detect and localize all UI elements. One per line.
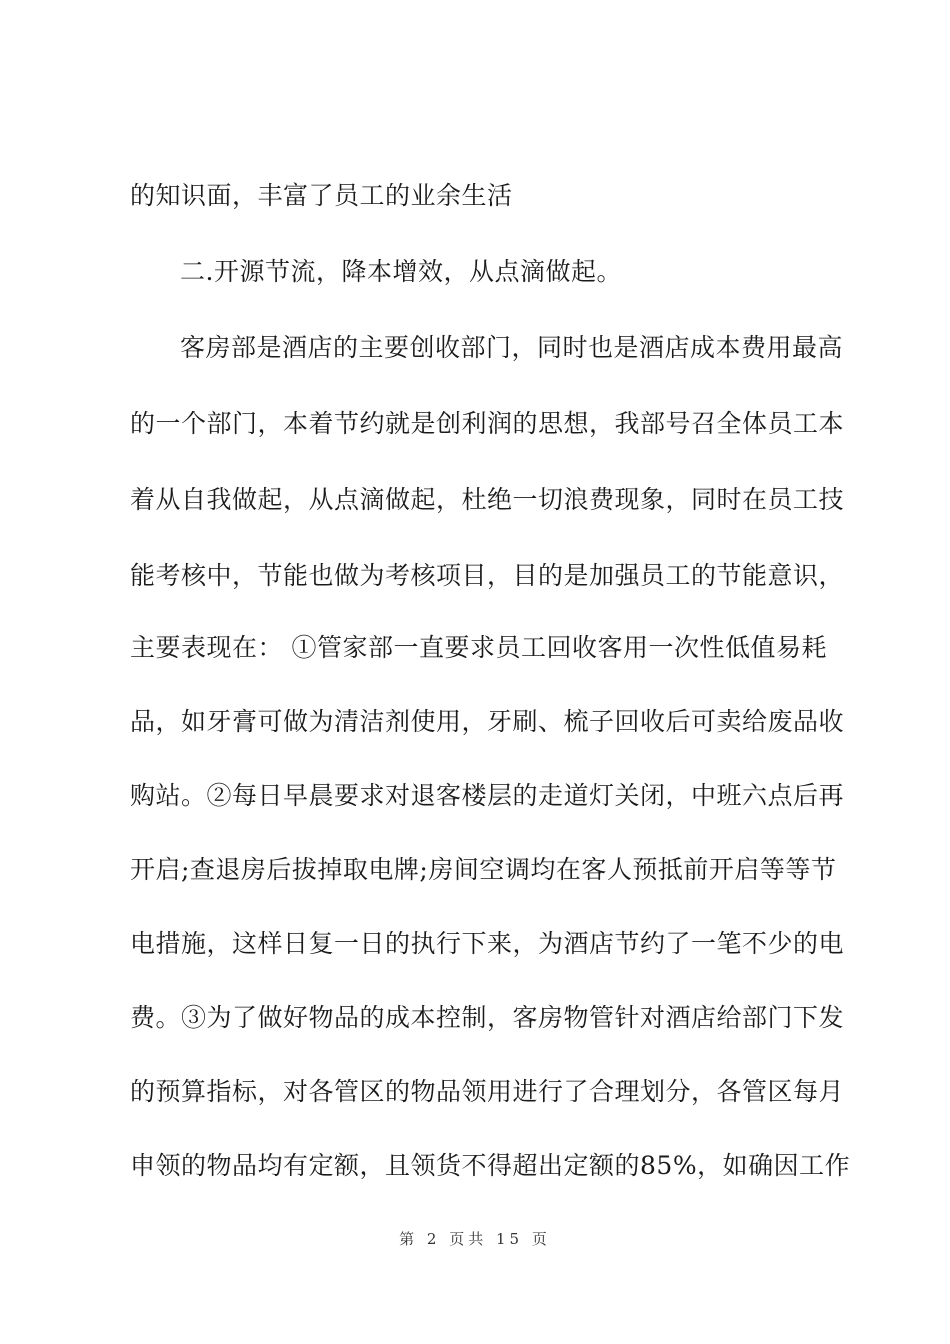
paragraph-line: 开启;查退房后拔掉取电牌;房间空调均在客人预抵前开启等等节 (130, 855, 837, 884)
paragraph-line: 着从自我做起，从点滴做起，杜绝一切浪费现象，同时在员工技 (130, 485, 845, 514)
paragraph-line: 购站。②每日早晨要求对退客楼层的走道灯关闭，中班六点后再 (130, 781, 845, 810)
paragraph-line: 电措施，这样日复一日的执行下来，为酒店节约了一笔不少的电 (130, 929, 845, 958)
paragraph-line: 的一个部门，本着节约就是创利润的思想，我部号召全体员工本 (130, 409, 845, 438)
paragraph-line: 主要表现在： ①管家部一直要求员工回收客用一次性低值易耗 (130, 633, 827, 662)
paragraph-line: 申领的物品均有定额，且领货不得超出定额的85%，如确因工作 (130, 1151, 851, 1180)
paragraph-line: 的知识面，丰富了员工的业余生活 (130, 181, 513, 210)
paragraph-line: 的预算指标，对各管区的物品领用进行了合理划分，各管区每月 (130, 1077, 845, 1106)
paragraph-line: 费。③为了做好物品的成本控制，客房物管针对酒店给部门下发 (130, 1003, 845, 1032)
paragraph-line: 品，如牙膏可做为清洁剂使用，牙刷、梳子回收后可卖给废品收 (130, 707, 845, 736)
section-heading: 二.开源节流，降本增效，从点滴做起。 (180, 257, 622, 286)
paragraph-line: 能考核中，节能也做为考核项目，目的是加强员工的节能意识， (130, 561, 845, 590)
page-number-footer: 第 2 页共 15 页 (399, 1230, 551, 1248)
paragraph-line: 客房部是酒店的主要创收部门，同时也是酒店成本费用最高 (180, 333, 844, 362)
